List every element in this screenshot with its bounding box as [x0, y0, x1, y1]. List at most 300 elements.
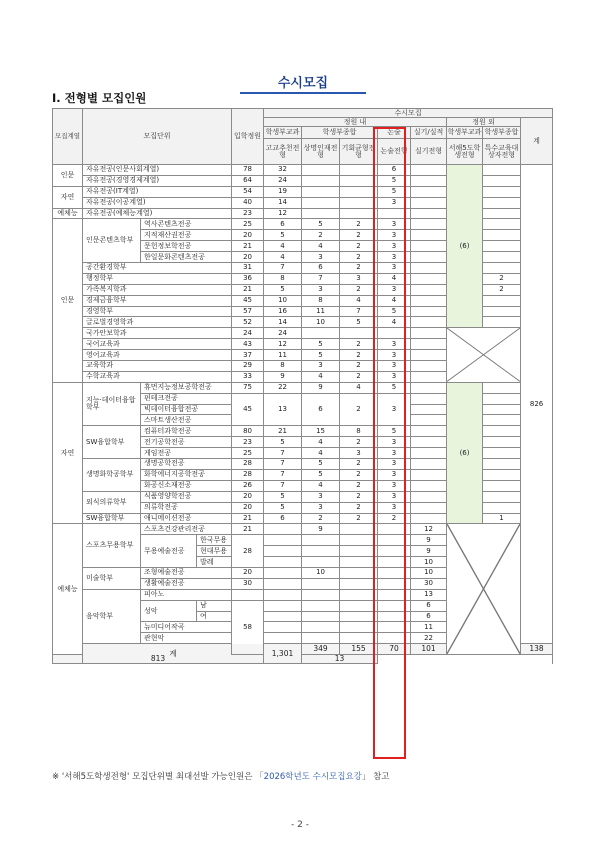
- quota-nonsul: [378, 328, 411, 339]
- quota-b: 5: [302, 339, 340, 350]
- quota-c: 2: [340, 480, 378, 491]
- quota-a: [264, 535, 302, 546]
- ipak-value: 75: [232, 382, 264, 393]
- quota-c: 2: [340, 219, 378, 230]
- quota-a: [264, 611, 302, 622]
- unit-name: 경영학부: [83, 306, 232, 317]
- quota-nonsul: 5: [378, 306, 411, 317]
- quota-nonsul: 3: [378, 339, 411, 350]
- quota-b: 5: [302, 469, 340, 480]
- major-name: 미술학부: [83, 567, 141, 589]
- quota-silgi: 30: [411, 578, 447, 589]
- header-s4: 논술전형: [378, 139, 411, 165]
- quota-nonsul: 3: [378, 230, 411, 241]
- quota-b: 6: [302, 393, 340, 426]
- major-name: 생명화학공학부: [83, 459, 141, 492]
- unit-name: 의류학전공: [141, 502, 232, 513]
- quota-silgi: [411, 437, 447, 448]
- quota-nonsul: 3: [378, 284, 411, 295]
- unit-name: 국어교육과: [83, 339, 232, 350]
- quota-b: 3: [302, 252, 340, 263]
- page-title: 수시모집: [277, 76, 329, 91]
- quota-b: 4: [302, 241, 340, 252]
- ipak-value: 25: [232, 448, 264, 459]
- quota-nonsul: 4: [378, 317, 411, 328]
- title-underline: [240, 92, 366, 94]
- quota-c: 3: [340, 273, 378, 284]
- table-row: [53, 382, 553, 393]
- major-name: 지능·데이터융합학부: [83, 382, 141, 426]
- quota-special: [483, 263, 521, 274]
- quota-silgi: [411, 502, 447, 513]
- quota-special: [483, 219, 521, 230]
- quota-special: [483, 230, 521, 241]
- quota-a: [264, 557, 302, 568]
- quota-b: 3: [302, 491, 340, 502]
- quota-nonsul: 5: [378, 426, 411, 437]
- ipak-value: 40: [232, 197, 264, 208]
- quota-b: [302, 535, 340, 546]
- quota-special: [483, 197, 521, 208]
- quota-c: [340, 535, 378, 546]
- quota-special: [483, 208, 521, 219]
- quota-c: 7: [340, 306, 378, 317]
- admission-quota-table: [52, 108, 553, 664]
- quota-c: [340, 589, 378, 600]
- quota-special: [483, 165, 521, 176]
- unit-name: 경제금융학부: [83, 295, 232, 306]
- quota-nonsul: 3: [378, 437, 411, 448]
- ipak-value: 28: [232, 535, 264, 568]
- quota-silgi: [411, 263, 447, 274]
- ipak-value: 21: [232, 513, 264, 524]
- ipak-value: 33: [232, 371, 264, 382]
- totals-out-sum: 13: [302, 655, 378, 664]
- quota-nonsul: 3: [378, 491, 411, 502]
- ipak-value: 28: [232, 459, 264, 470]
- quota-nonsul: 3: [378, 350, 411, 361]
- quota-silgi: [411, 382, 447, 393]
- quota-silgi: [411, 415, 447, 426]
- quota-b: [302, 175, 340, 186]
- header-s6: 서해5도학생전형: [447, 139, 483, 165]
- unit-name: 휴먼지능정보공학전공: [141, 382, 232, 393]
- quota-c: 2: [340, 502, 378, 513]
- quota-silgi: [411, 165, 447, 176]
- quota-nonsul: 3: [378, 361, 411, 372]
- unit-name: 국가안보학과: [83, 328, 232, 339]
- quota-a: 12: [264, 208, 302, 219]
- ipak-value: 23: [232, 208, 264, 219]
- unit-name: 문헌정보학전공: [141, 241, 232, 252]
- unit-name: 피아노: [141, 589, 232, 600]
- quota-nonsul: 3: [378, 371, 411, 382]
- quota-nonsul: 6: [378, 165, 411, 176]
- quota-silgi: [411, 361, 447, 372]
- group-label: 예체능: [53, 524, 83, 655]
- quota-silgi: [411, 306, 447, 317]
- group-label: 예체능: [53, 208, 83, 219]
- header-s3: 기회균형전형: [340, 139, 378, 165]
- ipak-value: 20: [232, 230, 264, 241]
- quota-silgi: [411, 328, 447, 339]
- header-s2: 상명인재전형: [302, 139, 340, 165]
- quota-c: 2: [340, 350, 378, 361]
- header-unit: 모집단위: [83, 109, 232, 165]
- quota-a: [264, 567, 302, 578]
- quota-b: 4: [302, 371, 340, 382]
- ipak-value: 21: [232, 284, 264, 295]
- totals-sum-row: [53, 655, 553, 664]
- quota-silgi: [411, 448, 447, 459]
- quota-silgi: [411, 426, 447, 437]
- unit-name: 지적재산권전공: [141, 230, 232, 241]
- quota-a: [264, 633, 302, 644]
- ipak-value: 20: [232, 567, 264, 578]
- quota-nonsul: 3: [378, 502, 411, 513]
- sub-major-name: 무용예술전공: [141, 535, 197, 568]
- header-jonghap: 학생부종합: [302, 127, 378, 139]
- quota-silgi: [411, 393, 447, 404]
- quota-special: [483, 437, 521, 448]
- quota-a: 14: [264, 197, 302, 208]
- ipak-value: 80: [232, 426, 264, 437]
- quota-b: 4: [302, 448, 340, 459]
- quota-a: 5: [264, 502, 302, 513]
- table-row: [53, 165, 553, 176]
- ipak-value: 45: [232, 295, 264, 306]
- quota-a: 24: [264, 328, 302, 339]
- quota-c: [340, 557, 378, 568]
- quota-c: [340, 208, 378, 219]
- header-gye: 계: [521, 118, 553, 165]
- quota-b: [302, 208, 340, 219]
- quota-a: 7: [264, 263, 302, 274]
- unit-name: 글로벌경영학과: [83, 317, 232, 328]
- quota-a: 12: [264, 339, 302, 350]
- quota-b: 4: [302, 480, 340, 491]
- quota-silgi: [411, 317, 447, 328]
- quota-special: [483, 415, 521, 426]
- quota-c: [340, 165, 378, 176]
- quota-special: [483, 502, 521, 513]
- quota-nonsul: [378, 557, 411, 568]
- ipak-value: 20: [232, 252, 264, 263]
- quota-b: 9: [302, 382, 340, 393]
- quota-c: [340, 567, 378, 578]
- quota-a: 32: [264, 165, 302, 176]
- ipak-value: 24: [232, 328, 264, 339]
- quota-b: [302, 578, 340, 589]
- crossed-cell: [447, 328, 521, 382]
- header-s5: 실기전형: [411, 139, 447, 165]
- quota-a: [264, 622, 302, 633]
- quota-c: 2: [340, 361, 378, 372]
- quota-b: 9: [302, 524, 340, 535]
- quota-c: [340, 197, 378, 208]
- header-gyogwa2: 학생부교과: [447, 127, 483, 139]
- quota-b: [302, 546, 340, 557]
- quota-c: 4: [340, 382, 378, 393]
- ipak-value: 20: [232, 502, 264, 513]
- quota-silgi: 9: [411, 535, 447, 546]
- ipak-value: 29: [232, 361, 264, 372]
- header-gyogwa: 학생부교과: [264, 127, 302, 139]
- quota-a: 5: [264, 491, 302, 502]
- quota-a: 21: [264, 426, 302, 437]
- ipak-value: 36: [232, 273, 264, 284]
- unit-name: 게임전공: [141, 448, 232, 459]
- ipak-value: 58: [232, 600, 264, 655]
- quota-c: 2: [340, 230, 378, 241]
- unit-name: 식품영양학전공: [141, 491, 232, 502]
- quota-a: [264, 546, 302, 557]
- quota-special: [483, 175, 521, 186]
- quota-c: [340, 633, 378, 644]
- quota-silgi: 10: [411, 567, 447, 578]
- quota-special: [483, 469, 521, 480]
- quota-a: 6: [264, 219, 302, 230]
- quota-special: [483, 317, 521, 328]
- quota-b: [302, 589, 340, 600]
- quota-silgi: [411, 480, 447, 491]
- quota-nonsul: [378, 633, 411, 644]
- quota-nonsul: 2: [378, 513, 411, 524]
- quota-special: 2: [483, 284, 521, 295]
- quota-a: 7: [264, 480, 302, 491]
- quota-c: [340, 186, 378, 197]
- quota-b: 5: [302, 459, 340, 470]
- ipak-value: 57: [232, 306, 264, 317]
- quota-silgi: [411, 513, 447, 524]
- totals-silgi: 138: [521, 644, 553, 655]
- unit-name: 현대무용: [197, 546, 232, 557]
- quota-c: 2: [340, 241, 378, 252]
- totals-ipak: 1,301: [264, 644, 302, 664]
- ipak-value: 21: [232, 524, 264, 535]
- quota-nonsul: [378, 611, 411, 622]
- header-gyeyeol: 모집계열: [53, 109, 83, 165]
- quota-a: [264, 589, 302, 600]
- quota-silgi: [411, 219, 447, 230]
- ipak-value: 37: [232, 350, 264, 361]
- header-silgi: 실기/실적: [411, 127, 447, 139]
- quota-silgi: [411, 252, 447, 263]
- quota-c: [340, 600, 378, 611]
- header-susi: 수시모집: [264, 109, 553, 118]
- unit-name: 행정학부: [83, 273, 232, 284]
- quota-a: [264, 600, 302, 611]
- quota-b: [302, 622, 340, 633]
- quota-c: 2: [340, 491, 378, 502]
- quota-silgi: 6: [411, 600, 447, 611]
- quota-special: [483, 448, 521, 459]
- quota-b: 6: [302, 263, 340, 274]
- group-label: 인문: [53, 165, 83, 187]
- unit-name: 전기공학전공: [141, 437, 232, 448]
- quota-silgi: [411, 273, 447, 284]
- quota-b: [302, 600, 340, 611]
- unit-name: 남: [197, 600, 232, 611]
- header-nonsul: 논술: [378, 127, 411, 139]
- quota-a: 13: [264, 393, 302, 426]
- quota-special: [483, 480, 521, 491]
- footnote: ※ '서해5도학생전형' 모집단위별 최대선발 가능인원은 「2026학년도 수시모집요강」 참고: [52, 772, 390, 782]
- quota-silgi: [411, 491, 447, 502]
- unit-name: 생명공학전공: [141, 459, 232, 470]
- unit-name: 자유전공(IT계열): [83, 186, 232, 197]
- quota-silgi: [411, 350, 447, 361]
- quota-silgi: [411, 284, 447, 295]
- quota-c: 2: [340, 339, 378, 350]
- quota-nonsul: [378, 546, 411, 557]
- quota-silgi: [411, 175, 447, 186]
- quota-nonsul: [378, 524, 411, 535]
- quota-nonsul: 5: [378, 186, 411, 197]
- quota-a: 5: [264, 437, 302, 448]
- quota-silgi: [411, 186, 447, 197]
- quota-b: 8: [302, 295, 340, 306]
- seohae-cell: (6): [447, 382, 483, 524]
- quota-c: 4: [340, 295, 378, 306]
- section-title: Ⅰ. 전형별 모집인원: [52, 91, 147, 105]
- quota-b: 3: [302, 284, 340, 295]
- quota-b: [302, 197, 340, 208]
- totals-a: 349: [302, 644, 340, 655]
- ipak-value: 45: [232, 393, 264, 426]
- quota-nonsul: [378, 600, 411, 611]
- unit-name: 화학에너지공학전공: [141, 469, 232, 480]
- quota-c: 2: [340, 284, 378, 295]
- footnote-link[interactable]: 2026학년도 수시모집요강: [263, 772, 362, 782]
- ipak-value: 20: [232, 491, 264, 502]
- group-label: 자연: [53, 382, 83, 524]
- unit-name: 역사콘텐츠전공: [141, 219, 232, 230]
- major-name: 스포츠무용학부: [83, 524, 141, 568]
- ipak-value: 23: [232, 437, 264, 448]
- ipak-value: [232, 589, 264, 600]
- quota-silgi: 11: [411, 622, 447, 633]
- quota-nonsul: 4: [378, 273, 411, 284]
- quota-c: 2: [340, 393, 378, 426]
- unit-name: 관현악: [141, 633, 232, 644]
- quota-a: 7: [264, 448, 302, 459]
- quota-a: 24: [264, 175, 302, 186]
- quota-silgi: [411, 208, 447, 219]
- quota-nonsul: 5: [378, 382, 411, 393]
- ipak-value: 21: [232, 241, 264, 252]
- quota-a: 8: [264, 361, 302, 372]
- quota-c: 2: [340, 263, 378, 274]
- quota-nonsul: 3: [378, 197, 411, 208]
- quota-b: 7: [302, 273, 340, 284]
- quota-silgi: [411, 459, 447, 470]
- quota-c: 2: [340, 513, 378, 524]
- ipak-value: 52: [232, 317, 264, 328]
- quota-special: [483, 404, 521, 415]
- quota-nonsul: 3: [378, 448, 411, 459]
- quota-nonsul: 3: [378, 219, 411, 230]
- quota-special: [483, 426, 521, 437]
- quota-special: [483, 382, 521, 393]
- ipak-value: 78: [232, 165, 264, 176]
- quota-a: 9: [264, 371, 302, 382]
- unit-name: 영어교육과: [83, 350, 232, 361]
- quota-nonsul: 3: [378, 469, 411, 480]
- ipak-value: 26: [232, 480, 264, 491]
- quota-a: 11: [264, 350, 302, 361]
- quota-c: 2: [340, 459, 378, 470]
- quota-nonsul: 3: [378, 241, 411, 252]
- major-name: SW융합학부: [83, 513, 141, 524]
- quota-c: [340, 175, 378, 186]
- header-in: 정원 내: [264, 118, 447, 127]
- quota-nonsul: [378, 208, 411, 219]
- quota-b: 10: [302, 567, 340, 578]
- unit-name: 자유전공(예체능계열): [83, 208, 232, 219]
- unit-name: 한일문화콘텐츠전공: [141, 252, 232, 263]
- quota-b: 10: [302, 317, 340, 328]
- unit-name: 스포츠건강관리전공: [141, 524, 232, 535]
- unit-name: 발레: [197, 557, 232, 568]
- table-row: [53, 524, 553, 535]
- quota-silgi: 22: [411, 633, 447, 644]
- group-label: 인문: [53, 219, 83, 382]
- page-number: - 2 -: [291, 820, 309, 830]
- quota-b: [302, 633, 340, 644]
- quota-c: 2: [340, 252, 378, 263]
- quota-b: [302, 611, 340, 622]
- quota-a: 5: [264, 230, 302, 241]
- quota-silgi: [411, 197, 447, 208]
- quota-a: 7: [264, 459, 302, 470]
- unit-name: 가족복지학과: [83, 284, 232, 295]
- quota-silgi: [411, 339, 447, 350]
- unit-name: 자유전공(이공계열): [83, 197, 232, 208]
- quota-special: [483, 459, 521, 470]
- quota-a: [264, 578, 302, 589]
- quota-b: [302, 557, 340, 568]
- quota-a: 16: [264, 306, 302, 317]
- quota-nonsul: [378, 589, 411, 600]
- quota-silgi: [411, 241, 447, 252]
- totals-c: 70: [378, 644, 411, 655]
- quota-c: 8: [340, 426, 378, 437]
- unit-name: 여: [197, 611, 232, 622]
- quota-c: [340, 611, 378, 622]
- quota-special: [483, 252, 521, 263]
- quota-silgi: 12: [411, 524, 447, 535]
- seohae-cell: (6): [447, 165, 483, 328]
- totals-in-sum: 813: [53, 655, 264, 664]
- unit-name: 조형예술전공: [141, 567, 232, 578]
- quota-c: 5: [340, 317, 378, 328]
- ipak-value: 43: [232, 339, 264, 350]
- totals-nonsul: 101: [411, 644, 447, 655]
- quota-silgi: 10: [411, 557, 447, 568]
- sub-major-name: 성악: [141, 600, 197, 622]
- header-s7: 특수교육대상자전형: [483, 139, 521, 165]
- major-name: SW융합학부: [83, 426, 141, 459]
- quota-b: [302, 186, 340, 197]
- crossed-cell: [447, 524, 521, 655]
- quota-nonsul: [378, 567, 411, 578]
- quota-b: 3: [302, 361, 340, 372]
- unit-name: 화공신소재전공: [141, 480, 232, 491]
- quota-c: [340, 622, 378, 633]
- quota-special: 1: [483, 513, 521, 524]
- quota-c: [340, 578, 378, 589]
